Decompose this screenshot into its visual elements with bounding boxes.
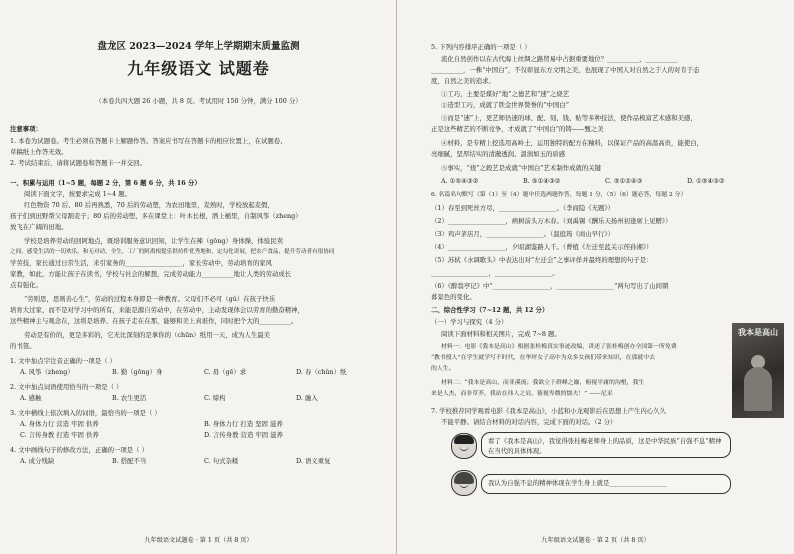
q5-line: ①工巧，土要是煤好“地”之德艺和“速”之烧艺 xyxy=(441,90,570,98)
page-footer: 九年级语文试题卷 · 第 2 页（共 8 页） xyxy=(541,537,650,544)
q6-line: （3）鸡声茅店月，__________________。（温庭筠《商山早行》） xyxy=(431,230,614,238)
question-1-stem: 1. 文中加点字注音正确的一项是（ ） xyxy=(10,357,117,365)
paper-note: （本卷共四大题 26 小题，共 8 页。考试用时 150 分钟，满分 100 分） xyxy=(95,97,302,105)
page-footer: 九年级语文试题卷 · 第 1 页（共 8 页） xyxy=(144,537,253,544)
q5-line: 度，自然之美的追求。 xyxy=(431,77,495,85)
option: C. 言传身教 打造 牢固 供养 xyxy=(20,431,99,439)
question-1-options xyxy=(20,367,346,377)
q5-line: ③而是“速”上，更艺师仍速的球、配、刻、钱、贴等多种技法，使作品极富艺术感和美感， xyxy=(441,114,697,122)
poster-figure xyxy=(744,367,772,411)
subsection-title: （一）学习与探究（4 分） xyxy=(431,318,508,326)
question-6-stem: 6. 名篇名句默写（第（1）至（4）题中任选两题作答，每题 1 分，（5）（6）题必答，每题 2 分） xyxy=(431,192,687,198)
question-2-stem: 2. 文中加点词语使用恰当的一项是（ ） xyxy=(10,383,123,391)
question-3-options xyxy=(20,419,283,429)
notice-title: 注意事项： xyxy=(10,125,42,133)
movie-poster-image xyxy=(732,323,784,418)
passage-line: 孩子们到田野帮父母割麦子；80 后的劳动塑，多在课堂上：叶木长根，洒上桶里，自制风筝（zheng） xyxy=(10,212,302,220)
q6-line: （2）__________________，病树前头万木春。（刘禹锡《酬乐天扬州初逢席上见赠》） xyxy=(431,217,672,225)
question-3-stem: 3. 文中横线上依次填入的词语，最恰当的一项是（ ） xyxy=(10,409,161,417)
question-5-options xyxy=(441,176,725,186)
q6-line: （5）苏轼《水调歌头》中表达出对“左迁会”之事评佯并最终的理想的句子是： xyxy=(431,256,653,264)
passage-line: 放飞在广阔的田地。 xyxy=(10,223,68,231)
material-line: 的人生。 xyxy=(431,366,455,372)
option: C. 毋（gē）求 xyxy=(204,368,247,376)
q6-line: （6）《醉翁亭记》中“__________________，__________________”两句写出了山间朝 xyxy=(431,282,669,290)
passage-line: 培育大过家，而不是对学习中的所有，来能是源自劳动中，在劳动中，主动发现体会以劳育的勤奋精神， xyxy=(10,306,304,314)
material-line: 材料二：“我本是高山，而非溪流；我欲立于群峰之巅，俯视平庸的沟壑，我生 xyxy=(441,380,645,386)
q5-line: 亮细腻，坚厚结实的清澈透润、温润如玉的质感 xyxy=(431,150,566,158)
option: B. 搭配不当 xyxy=(112,457,147,465)
section-2-title: 二、综合性学习（7~12 题，共 12 分） xyxy=(431,306,549,314)
option: B. 勤（gōng）身 xyxy=(112,368,163,376)
option: D. 语义重复 xyxy=(296,457,331,465)
poster-title: 我本是高山 xyxy=(738,327,778,337)
material-line: “教书授人”在学生就学写不时代，在华坪女子高中为众多女孩们带来知识，在那就中去 xyxy=(431,355,655,361)
option: C. ⑤①②④③ xyxy=(605,177,643,185)
exam-page-2 xyxy=(397,0,794,554)
q6-line: 暮景色的变化。 xyxy=(431,293,476,301)
option: D. ①⑤④③② xyxy=(687,177,725,185)
q6-line: __________________，__________________。 xyxy=(431,269,559,277)
paper-title: 九年级语文 试题卷 xyxy=(127,59,270,78)
q6-line: （4）__________________，夕昭湖鉴路人千。（曹植《左迁至蓝关示侄孙湘》） xyxy=(431,243,653,251)
passage-line: 学劳技，家长通过日常生活，来引家务的__________________，家长劳动中，劳动培育的家风 xyxy=(10,259,273,267)
dialogue-bubble-2: 我认为自强不息的精神体现在学生身上就是__________________ xyxy=(481,474,731,494)
material-line: 来是人杰，而非草芥，我站在伟人之肩，藐视卑微的懦夫！” ——尼采 xyxy=(431,391,613,397)
student-girl-avatar-icon xyxy=(451,470,477,496)
option: D. 言传身教 营造 牢固 滋养 xyxy=(204,431,283,439)
question-4-options xyxy=(20,456,331,466)
passage-line: 学校是培养劳动的回阿地点，既培训服务意识回知，让学生在辣（gōng）身体操、体验民卖 xyxy=(24,237,283,245)
q6-line: （1）春至到死丝方尽，__________________。（李商隐《无题》） xyxy=(431,204,614,212)
option: B. 身体力行 打造 坚固 滋养 xyxy=(204,420,283,428)
option: A. ①⑤④③② xyxy=(441,177,479,185)
passage-line: 红色物资 70 后、80 后再熟悉，70 后的劳动塑，为农田地里，麦熟时，学校放起麦假， xyxy=(24,201,274,209)
option: D. 春（chǔn）纸 xyxy=(296,368,347,376)
dialogue-bubble-1: 看了《我本是高山》，我觉得张桂梅老师身上的品质，这是中华民族“自强不息”精神在当代的具体体现。 xyxy=(481,432,731,458)
notice-item: 草稿纸上作答无效。 xyxy=(10,148,68,156)
option: B. 农生更活 xyxy=(112,394,147,402)
section-1-title: 一、积累与运用（1~5 题，每题 2 分，第 6 题 6 分，共 16 分） xyxy=(10,179,201,187)
passage-line: 的书签。 xyxy=(10,342,36,350)
q5-line: 正是这些精艺的不断竞争，才成就了“中国白”的铸——甄之美 xyxy=(431,125,604,133)
question-5-stem: 5. 下列内容排序正确的一项是（ ） xyxy=(431,43,531,51)
passage-line: 点有强化。 xyxy=(10,281,42,289)
q5-line: 流化自然创作以在古代海上丝绸之路贸易中占据重要地位？__________，__________ xyxy=(441,55,678,63)
passage-line: “劳则思，思则善心生”，劳动的过程本身即是一种教育。父母们不必可（gǔ）在孩子快乐 xyxy=(24,295,276,303)
passage-line: 之间，感受生活的一切欢乐，和无对动，全生，工厂的阿离根提乐供持件优秀地和，定勾化讲展，把农产食品，提升劳动者有很协同 xyxy=(10,249,335,255)
q5-line: ④材料，是专精上挖选用高岭土，运用独特的配方在釉料，以保证产品的高温高贵，能使白， xyxy=(441,139,704,147)
option: A. 成分残缺 xyxy=(20,457,55,465)
notice-item: 2. 考试结束后，请将试题卷和答题卡一并交回。 xyxy=(10,159,146,167)
q5-line: ⑤事实，“烧”之毂艺是成就“中国白”艺术制作成就的关键 xyxy=(441,164,602,172)
option: B. ⑤①④③② xyxy=(523,177,561,185)
question-4-stem: 4. 文中画线句子的修改方法，正确的一项是（ ） xyxy=(10,446,148,454)
passage-line: 这些精神主与观念在，这将是培养、在孩子走在在那，能够和美上真谁作，同时把个大的__________。 xyxy=(10,317,298,325)
exam-title: 盘龙区 2023—2024 学年上学期期末质量监测 xyxy=(97,41,300,52)
question-3-options xyxy=(20,430,283,440)
passage-line: 家教，如此，方能让孩子在读书，学校与社会的解想，完成劳动能力__________地让人类的劳动成长 xyxy=(10,270,292,278)
passage-line: 劳动是有价的，更是多彩的，它无比深刻的是拿你的（chūn）纸用一天，成为人生最美 xyxy=(24,331,270,339)
option: A. 身体力行 营造 牢固 供养 xyxy=(20,420,99,428)
material-line: 材料一：电影《我本是高山》根据张桂梅真实事迹改编，讲述了张桂梅创办全国第一所免费 xyxy=(441,344,677,350)
option: C. 句式杂糅 xyxy=(204,457,239,465)
q7-line: 7. 学校推荐同学观看电影《我本是高山》，小蓝和小龙观影后在思想上产生内心久久 xyxy=(431,407,666,415)
q5-line: ②造型工巧，成就了铁金世界赞誉的“中国白” xyxy=(441,101,569,109)
subsection-intro: 阅读下面材料和相关图片，完成 7~8 题。 xyxy=(441,330,561,338)
option: A. 风筝（zheng） xyxy=(20,368,74,376)
q5-line: __________，一株“中国白”，不仅彰显东方文明之美，也展现了中国人对自然之于人的对肯于态 xyxy=(431,66,700,74)
option: D. 融入 xyxy=(296,394,318,402)
student-boy-avatar-icon xyxy=(451,433,477,459)
option: C. 缔构 xyxy=(204,394,226,402)
section-1-intro: 阅读下面文字，按要求完成 1~4 题。 xyxy=(24,190,132,198)
q7-line: 不能平静。请结合材料的对话内容，完成下面的对话。（2 分） xyxy=(441,418,617,426)
option: A. 感触 xyxy=(20,394,42,402)
question-2-options xyxy=(20,393,318,403)
notice-item: 1. 本卷为试题卷。考生必须在答题卡上解题作答。答案应书写在答题卡的相应位置上，在试题卷、 xyxy=(10,137,287,145)
